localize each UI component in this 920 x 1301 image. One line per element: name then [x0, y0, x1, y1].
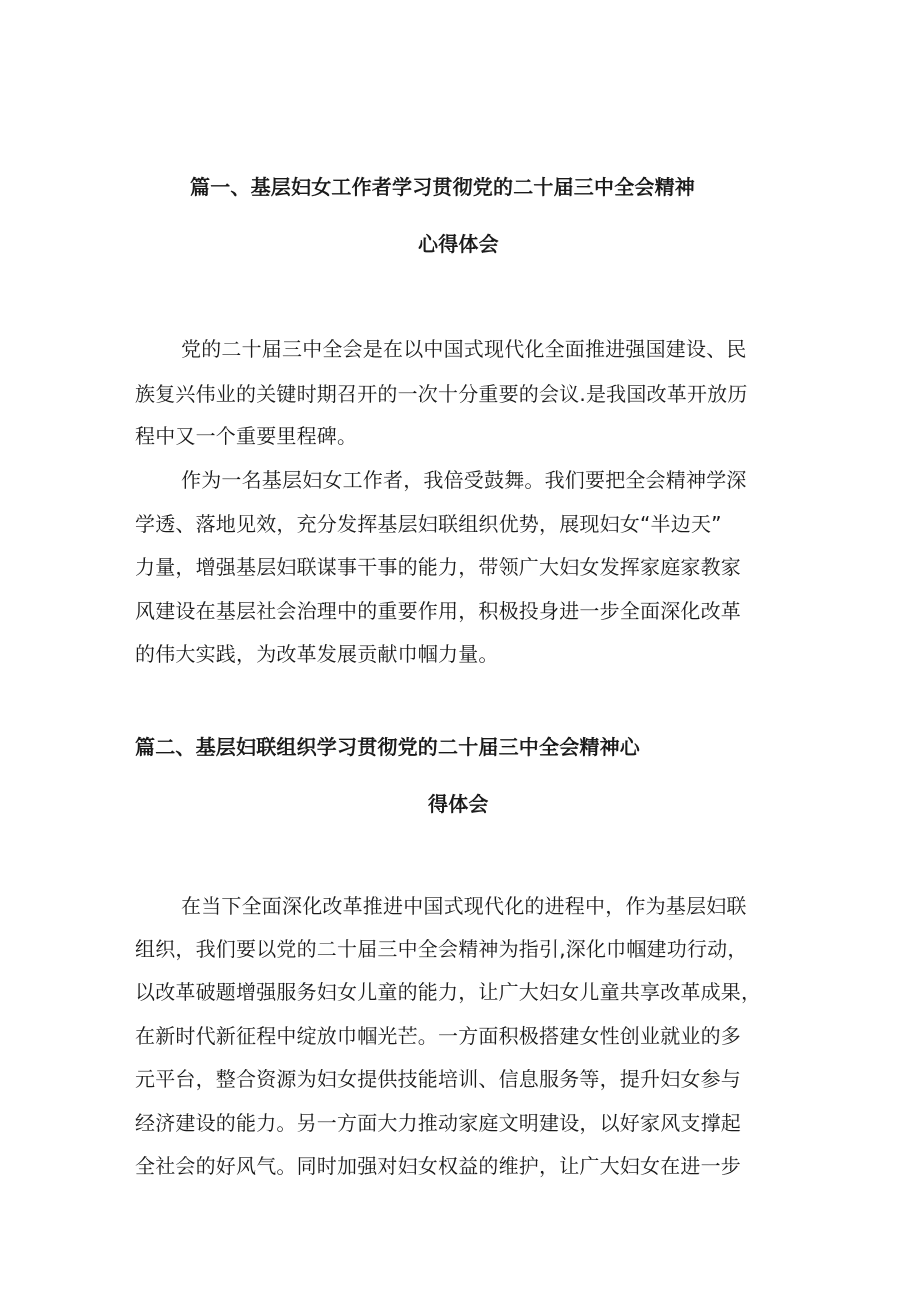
section1-p2-line1: 作为一名基层妇女工作者，我倍受鼓舞。我们要把全会精神学深 [181, 468, 747, 492]
section1-p2-line2: 学透、落地见效，充分发挥基层妇联组织优势，展现妇女“半边天” [135, 512, 722, 536]
section1-p2-line4: 风建设在基层社会治理中的重要作用，积极投身进一步全面深化改革 [135, 599, 741, 623]
section2-title-line1: 篇二、基层妇联组织学习贯彻党的二十届三中全会精神心 [135, 735, 640, 759]
section2-p1-line4: 在新时代新征程中绽放巾帼光芒。一方面积极搭建女性创业就业的多 [135, 1024, 741, 1048]
section1-p1-line2: 族复兴伟业的关键时期召开的一次十分重要的会议.是我国改革开放历 [135, 382, 748, 406]
section2-p1-line5: 元平台，整合资源为妇女提供技能培训、信息服务等，提升妇女参与 [135, 1067, 741, 1091]
section1-p1-line1: 党的二十届三中全会是在以中国式现代化全面推进强国建设、民 [181, 337, 747, 361]
section2-p1-line2: 组织，我们要以党的二十届三中全会精神为指引,深化巾帼建功行动， [135, 937, 748, 961]
section2-title-line2: 得体会 [428, 792, 489, 816]
section2-p1-line1: 在当下全面深化改革推进中国式现代化的进程中，作为基层妇联 [181, 894, 747, 918]
section1-p2-line5: 的伟大实践，为改革发展贡献巾帼力量。 [135, 642, 499, 666]
section1-p2-line3: 力量，增强基层妇联谋事干事的能力，带领广大妇女发挥家庭家教家 [135, 555, 741, 579]
section2-p1-line7: 全社会的好风气。同时加强对妇女权益的维护，让广大妇女在进一步 [135, 1154, 741, 1178]
section2-p1-line6: 经济建设的能力。另一方面大力推动家庭文明建设，以好家风支撑起 [135, 1111, 741, 1135]
section2-p1-line3: 以改革破题增强服务妇女儿童的能力，让广大妇女儿童共享改革成果， [135, 980, 762, 1004]
section1-p1-line3: 程中又一个重要里程碑。 [135, 424, 358, 448]
section1-title-line2: 心得体会 [418, 232, 499, 256]
section1-title-line1: 篇一、基层妇女工作者学习贯彻党的二十届三中全会精神 [190, 175, 695, 199]
